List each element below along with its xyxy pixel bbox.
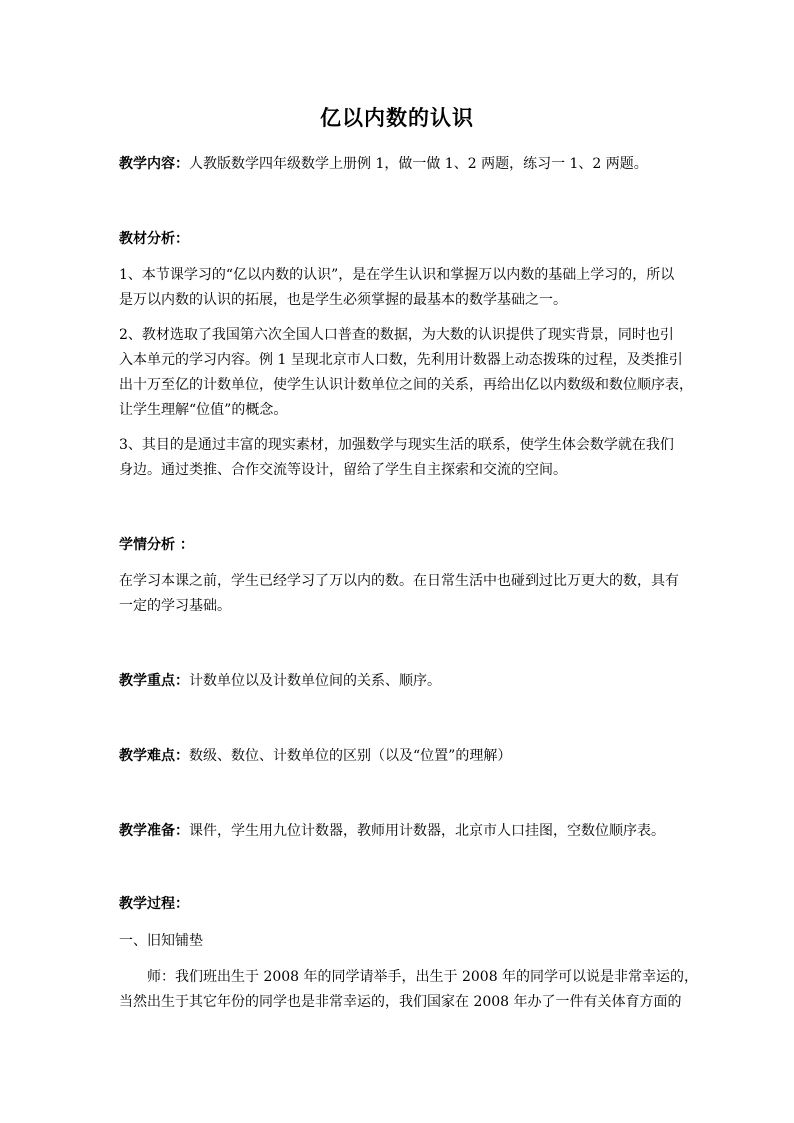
process-subheading: 一、旧知铺垫: [119, 933, 203, 949]
page-title: 亿以内数的认识: [320, 105, 474, 130]
analysis-p1-line: 1、本节课学习的“亿以内数的认识”，是在学生认识和掌握万以内数的基础上学习的，所以: [119, 267, 675, 283]
analysis-p2-line: 入本单元的学习内容。例 1 呈现北京市人口数，先利用计数器上动态拨珠的过程，及类推引: [119, 352, 683, 368]
analysis-p3-line: 3、其目的是通过丰富的现实素材，加强数学与现实生活的联系，使学生体会数学就在我们: [119, 437, 674, 453]
student-analysis-line: 一定的学习基础。: [119, 598, 231, 614]
teaching-key-text: 计数单位以及计数单位间的关系、顺序。: [189, 673, 441, 689]
analysis-p3-line: 身边。通过类推、合作交流等设计，留给了学生自主探索和交流的空间。: [119, 462, 567, 478]
teaching-content-text: 人教版数学四年级数学上册例 1，做一做 1、2 两题，练习一 1、2 两题。: [189, 156, 648, 172]
analysis-p2-line: 2、教材选取了我国第六次全国人口普查的数据，为大数的认识提供了现实背景，同时也引: [119, 327, 674, 343]
process-line: 师：我们班出生于 2008 年的同学请举手，出生于 2008 年的同学可以说是非常幸运的，: [147, 969, 699, 985]
analysis-p1-line: 是万以内数的认识的拓展，也是学生必须掌握的最基本的数学基础之一。: [119, 292, 567, 308]
teaching-process-heading: 教学过程：: [119, 896, 189, 912]
teaching-prep-label: 教学准备：: [119, 823, 189, 839]
process-line: 当然出生于其它年份的同学也是非常幸运的，我们国家在 2008 年办了一件有关体育方面的: [119, 994, 682, 1010]
student-analysis-line: 在学习本课之前，学生已经学习了万以内的数。在日常生活中也碰到过比万更大的数，具有: [119, 573, 679, 589]
analysis-p2-line: 让学生理解“位值”的概念。: [119, 402, 288, 418]
teaching-difficulty-line: [119, 745, 689, 767]
teaching-content-line: [119, 153, 689, 175]
teaching-prep-line: [119, 820, 689, 842]
analysis-p2-line: 出十万至亿的计数单位，使学生认识计数单位之间的关系，再给出亿以内数级和数位顺序表，: [119, 377, 693, 393]
teaching-key-label: 教学重点：: [119, 673, 189, 689]
teaching-difficulty-label: 教学难点：: [119, 748, 189, 764]
student-analysis-heading: 学情分析 ：: [119, 537, 194, 553]
material-analysis-heading: 教材分析：: [119, 231, 189, 247]
teaching-content-label: 教学内容：: [119, 156, 189, 172]
teaching-key-line: [119, 670, 689, 692]
teaching-difficulty-text: 数级、数位、计数单位的区别（以及“位置”的理解）: [189, 748, 512, 764]
teaching-prep-text: 课件，学生用九位计数器，教师用计数器，北京市人口挂图，空数位顺序表。: [189, 823, 665, 839]
